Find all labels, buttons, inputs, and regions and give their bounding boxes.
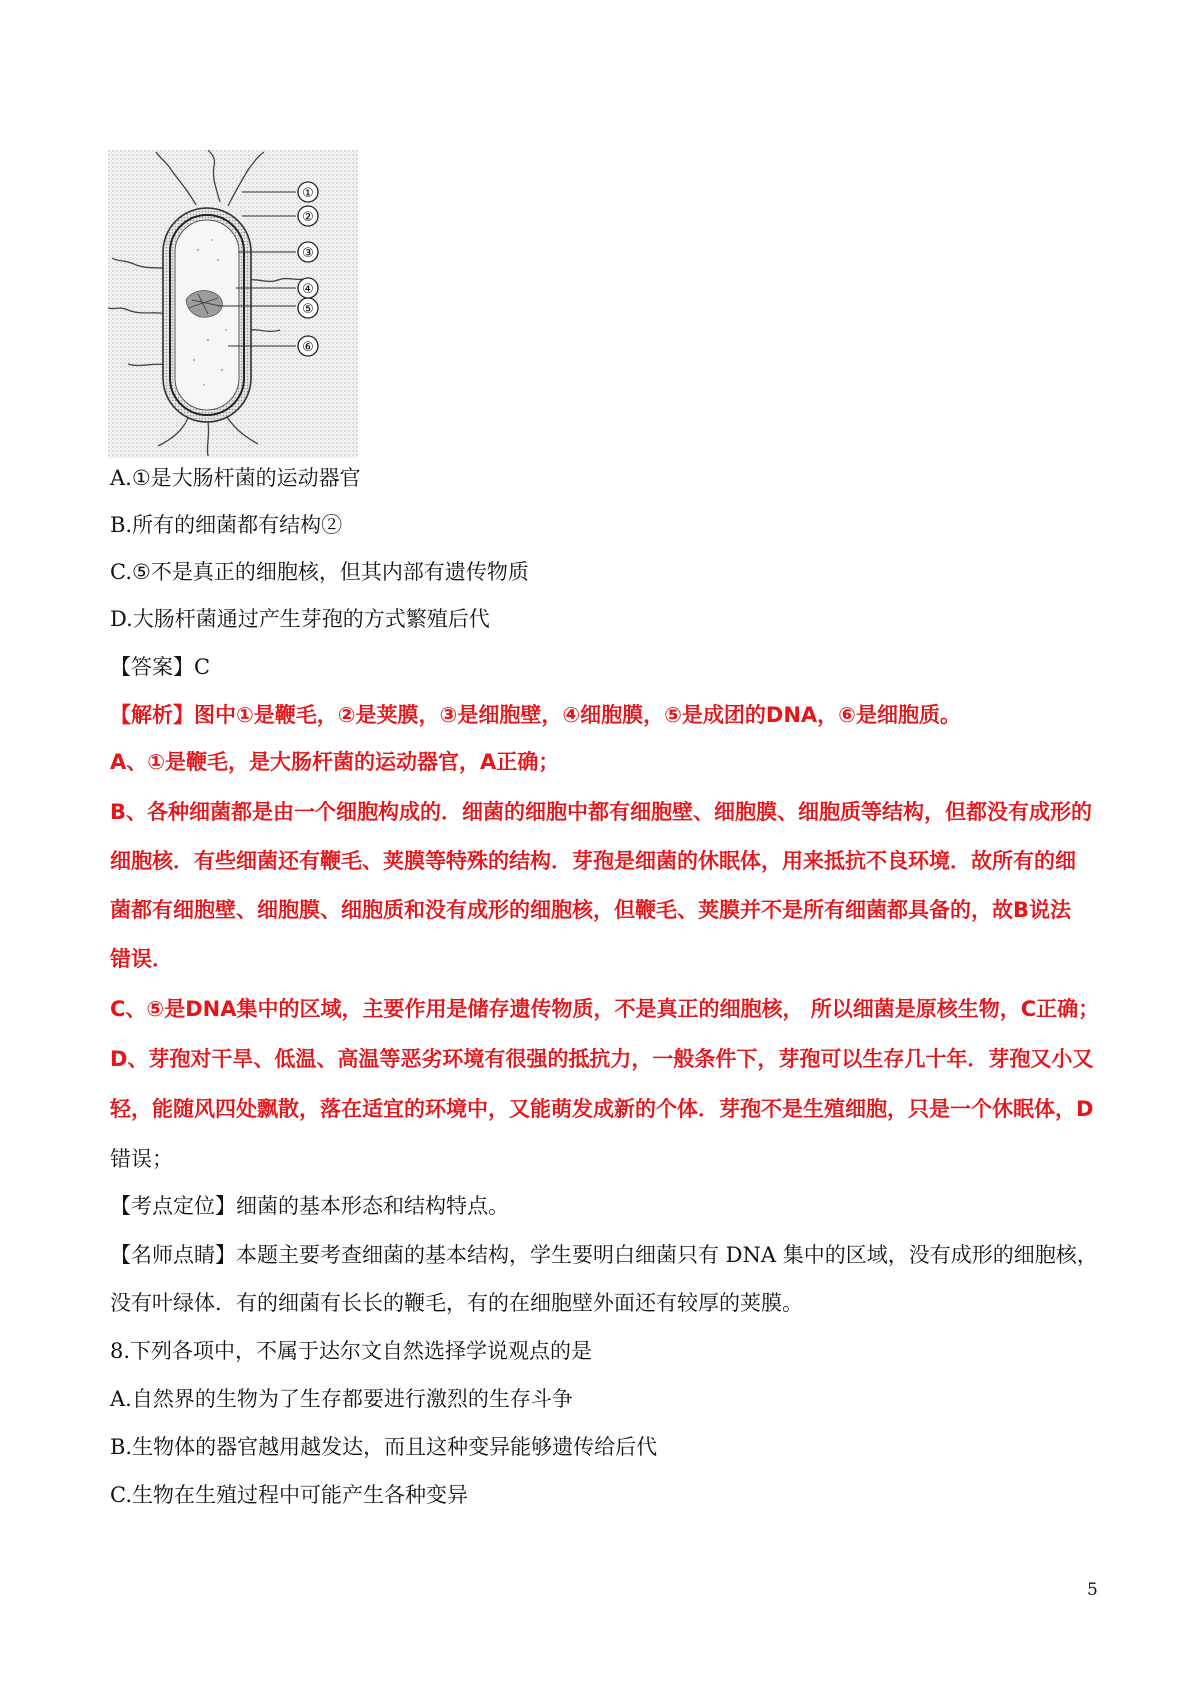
analysis-c: C、⑤是DNA集中的区域，主要作用是储存遗传物质，不是真正的细胞核， 所以细菌是原核生物，C正确； <box>110 997 1100 1021</box>
q7-option-a: A.①是大肠杆菌的运动器官 <box>110 466 361 490</box>
svg-text:②: ② <box>302 210 314 225</box>
answer-value: C <box>194 655 211 679</box>
svg-text:①: ① <box>302 186 314 201</box>
analysis-b-line2: 细胞核．有些细菌还有鞭毛、荚膜等特殊的结构．芽孢是细菌的休眠体，用来抵抗不良环境．故所有的细 <box>110 849 1076 873</box>
q8-stem: 8.下列各项中，不属于达尔文自然选择学说观点的是 <box>110 1339 593 1363</box>
analysis-intro: 【解析】图中①是鞭毛，②是荚膜，③是细胞壁，④细胞膜，⑤是成团的DNA，⑥是细胞质。 <box>110 703 961 727</box>
q8-option-b: B.生物体的器官越用越发达，而且这种变异能够遗传给后代 <box>110 1435 658 1459</box>
bacterium-illustration <box>108 150 358 458</box>
svg-text:③: ③ <box>302 246 314 261</box>
answer-line <box>110 652 210 682</box>
analysis-a: A、①是鞭毛，是大肠杆菌的运动器官，A正确； <box>110 750 560 774</box>
q7-option-b: B.所有的细菌都有结构② <box>110 513 343 537</box>
bacterium-diagram <box>108 150 358 458</box>
label-1 <box>298 182 318 202</box>
analysis-d-line1: D、芽孢对干旱、低温、高温等恶劣环境有很强的抵抗力，一般条件下，芽孢可以生存几十年．芽孢又小又 <box>110 1047 1094 1071</box>
q7-option-d: D.大肠杆菌通过产生芽孢的方式繁殖后代 <box>110 607 490 631</box>
analysis-b-line3: 菌都有细胞壁、细胞膜、细胞质和没有成形的细胞核，但鞭毛、荚膜并不是所有细菌都具备的，故B说法 <box>110 898 1072 922</box>
analysis-d-line2: 轻，能随风四处飘散，落在适宜的环境中，又能萌发成新的个体．芽孢不是生殖细胞，只是一个休眠体，D <box>110 1097 1094 1121</box>
page-number: 5 <box>1087 1580 1098 1600</box>
label-4 <box>298 278 318 298</box>
label-6 <box>298 336 318 356</box>
label-2 <box>298 206 318 226</box>
svg-text:④: ④ <box>302 282 314 297</box>
q8-option-a: A.自然界的生物为了生存都要进行激烈的生存斗争 <box>110 1387 573 1411</box>
label-3 <box>298 242 318 262</box>
svg-text:⑥: ⑥ <box>302 340 314 355</box>
mingshi-line1: 【名师点睛】本题主要考查细菌的基本结构，学生要明白细菌只有 DNA 集中的区域，没有成形的细胞核， <box>110 1243 1098 1267</box>
mingshi-line2: 没有叶绿体．有的细菌有长长的鞭毛，有的在细胞壁外面还有较厚的荚膜。 <box>110 1291 803 1315</box>
label-5 <box>298 298 318 318</box>
kaodian-line: 【考点定位】细菌的基本形态和结构特点。 <box>110 1194 509 1218</box>
analysis-b-line1: B、各种细菌都是由一个细胞构成的．细菌的细胞中都有细胞壁、细胞膜、细胞质等结构，但都没有成形的 <box>110 800 1093 824</box>
answer-label: 【答案】 <box>110 655 194 679</box>
svg-text:⑤: ⑤ <box>302 302 314 317</box>
q8-option-c: C.生物在生殖过程中可能产生各种变异 <box>110 1483 468 1507</box>
analysis-b-line4: 错误． <box>110 947 173 971</box>
q7-option-c: C.⑤不是真正的细胞核，但其内部有遗传物质 <box>110 560 529 584</box>
analysis-d-line3: 错误； <box>110 1147 173 1171</box>
